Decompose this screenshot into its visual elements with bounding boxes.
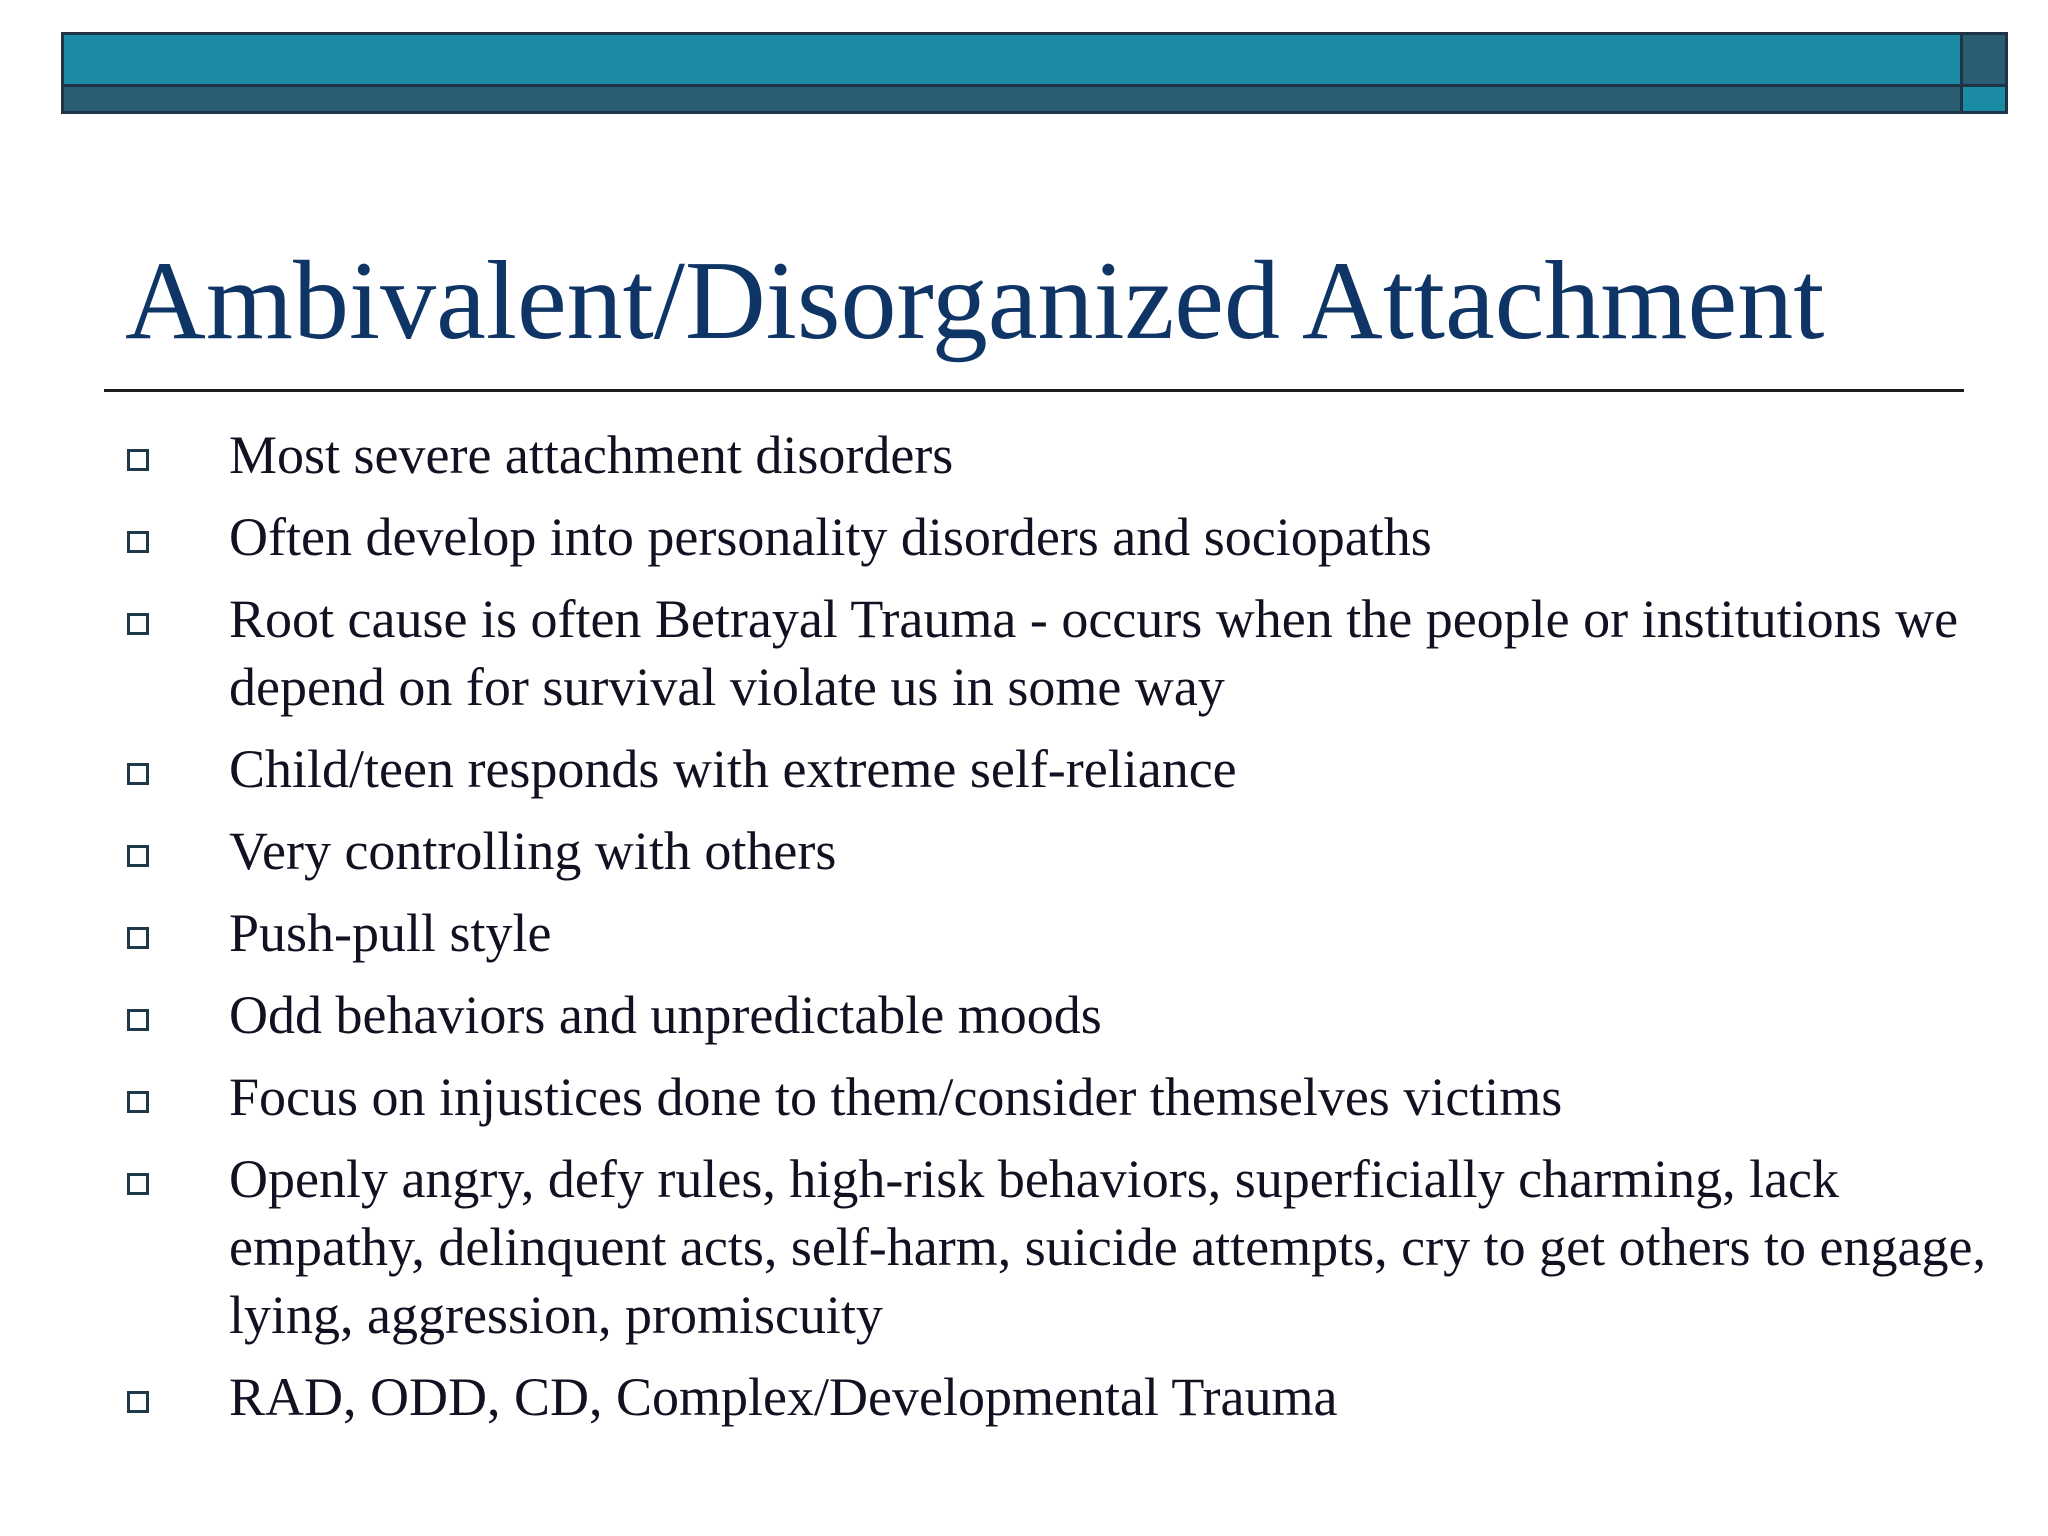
square-bullet-icon xyxy=(127,613,149,635)
bullet-text: RAD, ODD, CD, Complex/Developmental Trauma xyxy=(229,1367,1338,1427)
square-bullet-icon xyxy=(127,531,149,553)
banner-corner-square-top xyxy=(1960,35,2005,84)
title-divider xyxy=(104,389,1964,392)
square-bullet-icon xyxy=(127,1173,149,1195)
bullet-text: Most severe attachment disorders xyxy=(229,425,954,485)
bullet-item xyxy=(0,817,2048,885)
slide-title: Ambivalent/Disorganized Attachment xyxy=(125,239,1825,363)
bullet-item xyxy=(0,981,2048,1049)
bullet-item xyxy=(0,735,2048,803)
square-bullet-icon xyxy=(127,1391,149,1413)
bullet-text: Root cause is often Betrayal Trauma - occurs when the people or institutions we depend on for survival violate us in some way xyxy=(229,589,1959,717)
square-bullet-icon xyxy=(127,449,149,471)
bullet-item xyxy=(0,1063,2048,1131)
square-bullet-icon xyxy=(127,845,149,867)
square-bullet-icon xyxy=(127,927,149,949)
bullet-text: Very controlling with others xyxy=(229,821,837,881)
header-banner xyxy=(61,32,2008,114)
bullet-item xyxy=(0,1363,2048,1431)
banner-corner-square-bottom xyxy=(1960,84,2005,111)
bullet-item xyxy=(0,585,2048,721)
bullet-item xyxy=(0,899,2048,967)
square-bullet-icon xyxy=(127,1009,149,1031)
banner-upper-bar xyxy=(64,35,1960,84)
banner-lower-bar xyxy=(64,84,1960,111)
bullet-item xyxy=(0,503,2048,571)
bullet-text: Focus on injustices done to them/consider themselves victims xyxy=(229,1067,1563,1127)
bullet-item xyxy=(0,421,2048,489)
bullet-text: Odd behaviors and unpredictable moods xyxy=(229,985,1102,1045)
bullet-list xyxy=(0,421,2048,1445)
bullet-text: Push-pull style xyxy=(229,903,552,963)
bullet-text: Openly angry, defy rules, high-risk behaviors, superficially charming, lack empathy, delinquent acts, self-harm, suicide attempts, cry to get others to engage, lying, aggression, promiscuity xyxy=(229,1149,1986,1345)
bullet-item xyxy=(0,1145,2048,1349)
bullet-text: Often develop into personality disorders and sociopaths xyxy=(229,507,1432,567)
square-bullet-icon xyxy=(127,1091,149,1113)
bullet-text: Child/teen responds with extreme self-reliance xyxy=(229,739,1237,799)
square-bullet-icon xyxy=(127,763,149,785)
